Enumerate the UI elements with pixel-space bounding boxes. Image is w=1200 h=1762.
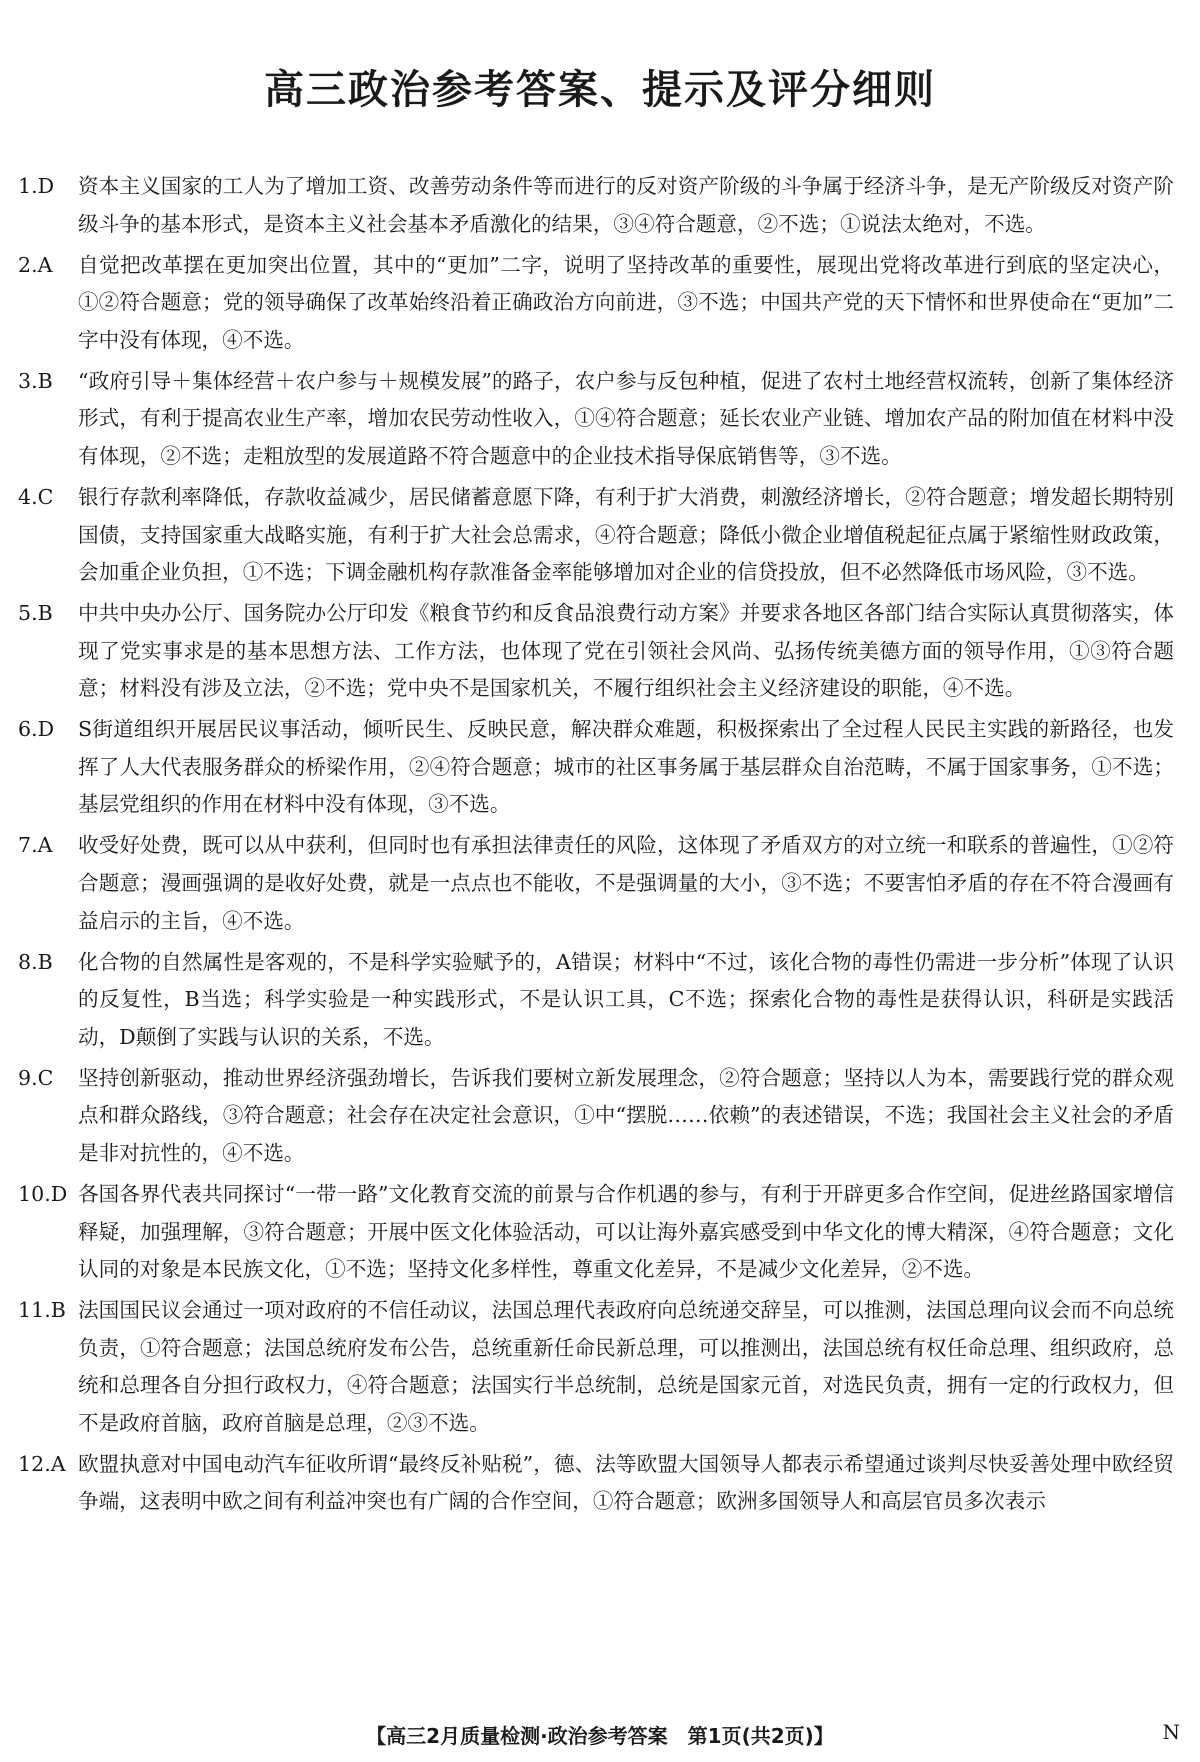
page-footer: 【高三2月质量检测·政治参考答案 第1页(共2页)】: [366, 1724, 834, 1748]
answer-item-6: [18, 711, 1174, 824]
answer-item-9: [18, 1060, 1174, 1173]
answer-item-3: [18, 363, 1174, 476]
answer-explanation: S街道组织开展居民议事活动，倾听民生、反映民意，解决群众难题，积极探索出了全过程人民民主实践的新路径，也发挥了人大代表服务群众的桥梁作用，②④符合题意；城市的社区事务属于基层群众自治范畴，不属于国家事务，①不选；基层党组织的作用在材料中没有体现，③不选。: [78, 717, 1174, 817]
page-title: 高三政治参考答案、提示及评分细则: [264, 67, 936, 113]
answer-item-12: [18, 1446, 1174, 1521]
answer-list: [18, 168, 1174, 1524]
answer-number: 8.B: [18, 949, 53, 974]
answer-item-7: [18, 827, 1174, 940]
answer-explanation: 各国各界代表共同探讨“一带一路”文化教育交流的前景与合作机遇的参与，有利于开辟更多合作空间，促进丝路国家增信释疑，加强理解，③符合题意；开展中医文化体验活动，可以让海外嘉宾感受到中华文化的博大精深，④符合题意；文化认同的对象是本民族文化，①不选；坚持文化多样性，尊重文化差异，不是减少文化差异，②不选。: [78, 1181, 1174, 1282]
footer-mark: N: [1162, 1720, 1180, 1744]
answer-item-2: [18, 247, 1174, 360]
answer-explanation: 坚持创新驱动，推动世界经济强劲增长，告诉我们要树立新发展理念，②符合题意；坚持以人为本，需要践行党的群众观点和群众路线，③符合题意；社会存在决定社会意识，①中“摆脱……依赖”的表述错误，不选；我国社会主义社会的矛盾是非对抗性的，④不选。: [78, 1065, 1174, 1165]
answer-explanation: “政府引导＋集体经营＋农户参与＋规模发展”的路子，农户参与反包种植，促进了农村土地经营权流转，创新了集体经济形式，有利于提高农业生产率，增加农民劳动性收入，①④符合题意；延长农业产业链、增加农产品的附加值在材料中没有体现，②不选；走粗放型的发展道路不符合题意中的企业技术指导保底销售等，③不选。: [78, 368, 1174, 468]
answer-number: 2.A: [18, 252, 53, 277]
answer-item-11: [18, 1292, 1174, 1442]
answer-explanation: 自觉把改革摆在更加突出位置，其中的“更加”二字，说明了坚持改革的重要性，展现出党将改革进行到底的坚定决心，①②符合题意；党的领导确保了改革始终沿着正确政治方向前进，③不选；中国共产党的天下情怀和世界使命在“更加”二字中没有体现，④不选。: [78, 252, 1174, 352]
answer-explanation: 中共中央办公厅、国务院办公厅印发《粮食节约和反食品浪费行动方案》并要求各地区各部门结合实际认真贯彻落实，体现了党实事求是的基本思想方法、工作方法，也体现了党在引领社会风尚、弘扬传统美德方面的领导作用，①③符合题意；材料没有涉及立法，②不选；党中央不是国家机关，不履行组织社会主义经济建设的职能，④不选。: [78, 601, 1174, 701]
answer-number: 7.A: [18, 833, 53, 858]
answer-number: 1.D: [18, 174, 55, 198]
answer-item-5: [18, 595, 1174, 708]
answer-number: 5.B: [18, 601, 53, 626]
answer-explanation: 收受好处费，既可以从中获利，但同时也有承担法律责任的风险，这体现了矛盾双方的对立统一和联系的普遍性，①②符合题意；漫画强调的是收好处费，就是一点点也不能收，不是强调量的大小，③不选；不要害怕矛盾的存在不符合漫画有益启示的主旨，④不选。: [78, 833, 1174, 933]
answer-explanation: 欧盟执意对中国电动汽车征收所谓“最终反补贴税”，德、法等欧盟大国领导人都表示希望通过谈判尽快妥善处理中欧经贸争端，这表明中欧之间有利益冲突也有广阔的合作空间，①符合题意；欧洲多国领导人和高层官员多次表示: [78, 1451, 1174, 1514]
answer-number: 3.B: [18, 368, 53, 393]
answer-explanation: 银行存款利率降低，存款收益减少，居民储蓄意愿下降，有利于扩大消费，刺激经济增长，②符合题意；增发超长期特别国债，支持国家重大战略实施，有利于扩大社会总需求，④符合题意；降低小微企业增值税起征点属于紧缩性财政政策，会加重企业负担，①不选；下调金融机构存款准备金率能够增加对企业的信贷投放，但不必然降低市场风险，③不选。: [78, 484, 1174, 585]
answer-explanation: 法国国民议会通过一项对政府的不信任动议，法国总理代表政府向总统递交辞呈，可以推测，法国总理向议会而不向总统负责，①符合题意；法国总统府发布公告，总统重新任命民新总理，可以推测出，法国总统有权任命总理、组织政府，总统和总理各自分担行政权力，④符合题意；法国实行半总统制，总统是国家元首，对选民负责，拥有一定的行政权力，但不是政府首脑，政府首脑是总理，②③不选。: [78, 1298, 1174, 1435]
answer-number: 4.C: [18, 484, 54, 509]
answer-item-8: [18, 944, 1174, 1057]
answer-item-10: [18, 1176, 1174, 1289]
answer-number: 12.A: [18, 1451, 66, 1476]
answer-explanation: 资本主义国家的工人为了增加工资、改善劳动条件等而进行的反对资产阶级的斗争属于经济斗争，是无产阶级反对资产阶级斗争的基本形式，是资本主义社会基本矛盾激化的结果，③④符合题意，②不选；①说法太绝对，不选。: [78, 174, 1174, 236]
answer-number: 9.C: [18, 1065, 54, 1090]
answer-item-1: [18, 168, 1174, 243]
answer-number: 11.B: [18, 1298, 66, 1323]
answer-number: 6.D: [18, 717, 55, 742]
answer-number: 10.D: [18, 1181, 68, 1206]
answer-item-4: [18, 479, 1174, 592]
answer-explanation: 化合物的自然属性是客观的，不是科学实验赋予的，A错误；材料中“不过，该化合物的毒性仍需进一步分析”体现了认识的反复性，B当选；科学实验是一种实践形式，不是认识工具，C不选；探索化合物的毒性是获得认识，科研是实践活动，D颠倒了实践与认识的关系，不选。: [78, 949, 1174, 1049]
